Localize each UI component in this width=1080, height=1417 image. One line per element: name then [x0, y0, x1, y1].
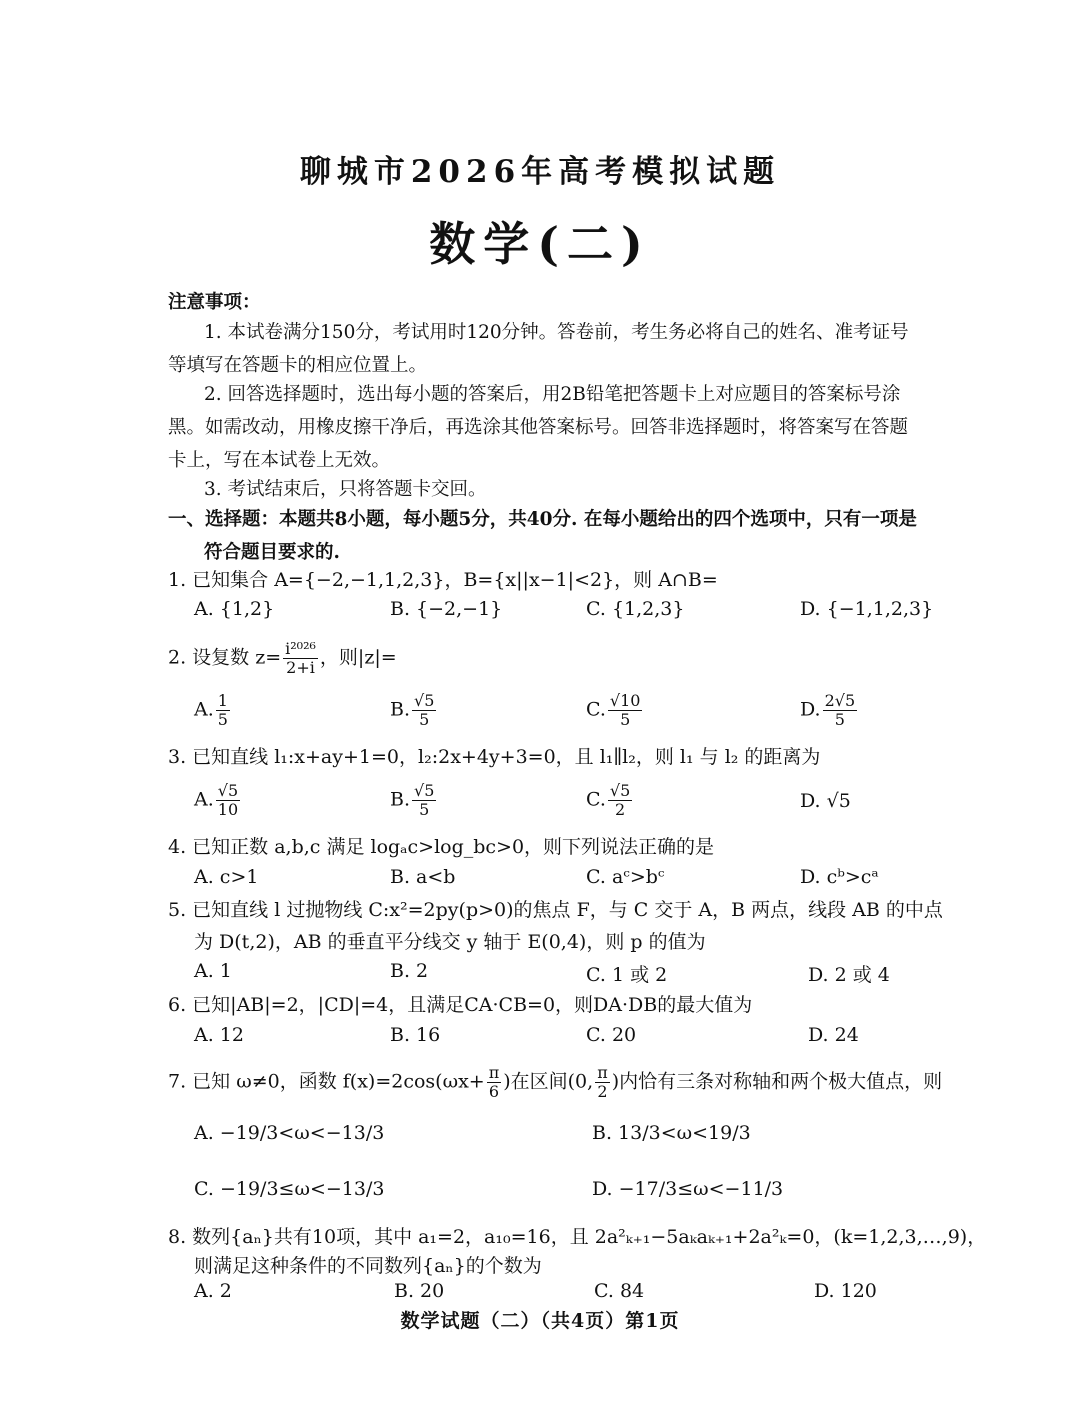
q2-a-den: 5	[217, 710, 228, 729]
notice-item-1-line1: 1. 本试卷满分150分，考试用时120分钟。答卷前，考生务必将自己的姓名、准考证号	[204, 322, 909, 343]
q2-frac-den: 2+i	[286, 658, 315, 677]
q1-option-a: A. {1,2}	[194, 598, 275, 620]
q7-pi-over-6	[487, 1064, 502, 1101]
section-1-instructions	[168, 503, 950, 569]
q7-pi2-den: 2	[597, 1082, 608, 1101]
q3-c-den: 2	[615, 800, 626, 819]
question-4-stem: 4. 已知正数 a,b,c 满足 logₐc>log_bc>0，则下列说法正确的是	[168, 836, 715, 858]
question-1-stem: 1. 已知集合 A={−2,−1,1,2,3}，B={x||x−1|<2}，则 A∩B=	[168, 569, 718, 591]
section-1-line1: 一、选择题：本题共8小题，每小题5分，共40分. 在每小题给出的四个选项中，只有一项是	[168, 509, 917, 530]
q2-option-b	[390, 692, 438, 729]
q2-b-den: 5	[419, 710, 430, 729]
q3-b-num: √5	[414, 781, 435, 800]
q2-stem-post: ，则|z|=	[319, 646, 397, 669]
q2-c-frac	[608, 692, 643, 729]
q7-pi-over-2	[595, 1064, 610, 1101]
page-footer: 数学试题（二）（共4页）第1页	[400, 1310, 680, 1332]
q2-c-den: 5	[620, 710, 631, 729]
q2-a-num: 1	[217, 691, 228, 710]
q4-option-c: C. aᶜ>bᶜ	[586, 866, 665, 888]
question-2-stem	[168, 640, 958, 677]
notice-heading: 注意事项：	[168, 292, 261, 313]
q2-b-num: √5	[414, 691, 435, 710]
q2-b-frac	[412, 692, 436, 729]
q6-option-a: A. 12	[194, 1024, 244, 1046]
q3-a-label: A.	[194, 788, 214, 811]
q7-stem-mid: )在区间(0,	[503, 1070, 594, 1093]
question-1-options	[194, 598, 954, 638]
q2-a-frac	[216, 692, 230, 729]
exam-subject-title: 数学(二)	[429, 217, 651, 271]
q2-stem-pre: 2. 设复数 z=	[168, 646, 282, 669]
notice-item-2-line2: 黑。如需改动，用橡皮擦干净后，再选涂其他答案标号。回答非选择题时，将答案写在答题	[168, 417, 909, 438]
q3-b-label: B.	[390, 788, 411, 811]
q4-option-a: A. c>1	[194, 866, 259, 888]
q5-option-d: D. 2 或 4	[808, 964, 890, 986]
q3-c-num: √5	[609, 781, 631, 800]
q1-option-d: D. {−1,1,2,3}	[800, 598, 934, 620]
q3-option-b	[390, 782, 438, 819]
q2-c-label: C.	[586, 698, 606, 721]
q3-a-frac	[216, 782, 240, 819]
section-1-line2: 符合题目要求的.	[204, 542, 340, 563]
q2-d-num: 2√5	[824, 691, 856, 710]
question-3-options	[194, 782, 954, 822]
notice-item-1-line2: 等填写在答题卡的相应位置上。	[168, 355, 428, 376]
q2-d-frac	[823, 692, 858, 729]
notice-item-1	[168, 316, 950, 382]
q8-option-b: B. 20	[394, 1280, 445, 1302]
q2-d-label: D.	[800, 698, 821, 721]
question-6-options	[194, 1024, 954, 1064]
q2-fraction	[283, 640, 318, 677]
q6-option-c: C. 20	[586, 1024, 637, 1046]
q7-stem-pre: 7. 已知 ω≠0，函数 f(x)=2cos(ωx+	[168, 1070, 485, 1093]
q4-option-b: B. a<b	[390, 866, 456, 888]
q3-option-d: D. √5	[800, 790, 851, 812]
exam-title: 聊城市2026年高考模拟试题	[299, 154, 781, 190]
q7-pi6-den: 6	[488, 1082, 500, 1101]
question-5-stem-line2: 为 D(t,2)，AB 的垂直平分线交 y 轴于 E(0,4)，则 p 的值为	[194, 931, 706, 953]
q8-option-c: C. 84	[594, 1280, 645, 1302]
notice-item-2	[168, 378, 950, 477]
notice-item-3	[168, 473, 950, 506]
question-6-stem: 6. 已知|AB|=2，|CD|=4，且满足CA·CB=0，则DA·DB的最大值为	[168, 994, 753, 1016]
q1-option-b: B. {−2,−1}	[390, 598, 503, 620]
q2-b-label: B.	[390, 698, 411, 721]
q3-c-label: C.	[586, 788, 606, 811]
question-8-stem-line2: 则满足这种条件的不同数列{aₙ}的个数为	[194, 1255, 542, 1277]
q2-d-den: 5	[834, 710, 845, 729]
question-7-options-row1	[194, 1122, 954, 1162]
q7-pi6-num: π	[488, 1063, 500, 1082]
q8-option-d: D. 120	[814, 1280, 877, 1302]
q2-c-num: √10	[609, 691, 641, 710]
q4-option-d: D. cᵇ>cᵃ	[800, 866, 879, 888]
q2-option-d	[800, 692, 859, 729]
q7-pi2-num: π	[597, 1063, 608, 1082]
q2-frac-num: i²⁰²⁶	[285, 639, 316, 658]
q5-option-b: B. 2	[390, 960, 429, 982]
q3-option-c	[586, 782, 634, 819]
question-2-options	[194, 692, 954, 732]
q5-option-a: A. 1	[194, 960, 232, 982]
q7-option-c: C. −19/3≤ω<−13/3	[194, 1178, 385, 1200]
q5-option-c: C. 1 或 2	[586, 964, 668, 986]
q3-a-num: √5	[217, 781, 239, 800]
q2-option-a	[194, 692, 232, 729]
q8-option-a: A. 2	[194, 1280, 232, 1302]
question-3-stem: 3. 已知直线 l₁:x+ay+1=0，l₂:2x+4y+3=0，且 l₁∥l₂，则 l₁ 与 l₂ 的距离为	[168, 746, 821, 768]
notice-item-3-line1: 3. 考试结束后，只将答题卡交回。	[204, 479, 487, 500]
q7-option-a: A. −19/3<ω<−13/3	[194, 1122, 385, 1144]
q1-option-c: C. {1,2,3}	[586, 598, 685, 620]
q3-b-den: 5	[419, 800, 430, 819]
q7-stem-post: )内恰有三条对称轴和两个极大值点，则	[611, 1070, 943, 1093]
q3-b-frac	[412, 782, 436, 819]
q7-option-b: B. 13/3<ω<19/3	[592, 1122, 751, 1144]
notice-item-2-line1: 2. 回答选择题时，选出每小题的答案后，用2B铅笔把答题卡上对应题目的答案标号涂	[204, 384, 901, 405]
question-7-options-row2	[194, 1178, 954, 1218]
q2-a-label: A.	[194, 698, 214, 721]
q3-a-den: 10	[217, 800, 239, 819]
question-5-stem-line1: 5. 已知直线 l 过抛物线 C:x²=2py(p>0)的焦点 F，与 C 交于 A，B 两点，线段 AB 的中点	[168, 899, 943, 921]
q3-c-frac	[608, 782, 632, 819]
question-7-stem	[168, 1064, 958, 1101]
notice-item-2-line3: 卡上，写在本试卷上无效。	[168, 450, 391, 471]
question-8-stem-line1: 8. 数列{aₙ}共有10项，其中 a₁=2，a₁₀=16，且 2a²ₖ₊₁−5aₖaₖ₊₁+2a²ₖ=0，(k=1,2,3,…,9)，	[168, 1226, 987, 1248]
q7-option-d: D. −17/3≤ω<−11/3	[592, 1178, 784, 1200]
q6-option-d: D. 24	[808, 1024, 859, 1046]
q3-option-a	[194, 782, 242, 819]
q6-option-b: B. 16	[390, 1024, 441, 1046]
q2-option-c	[586, 692, 644, 729]
